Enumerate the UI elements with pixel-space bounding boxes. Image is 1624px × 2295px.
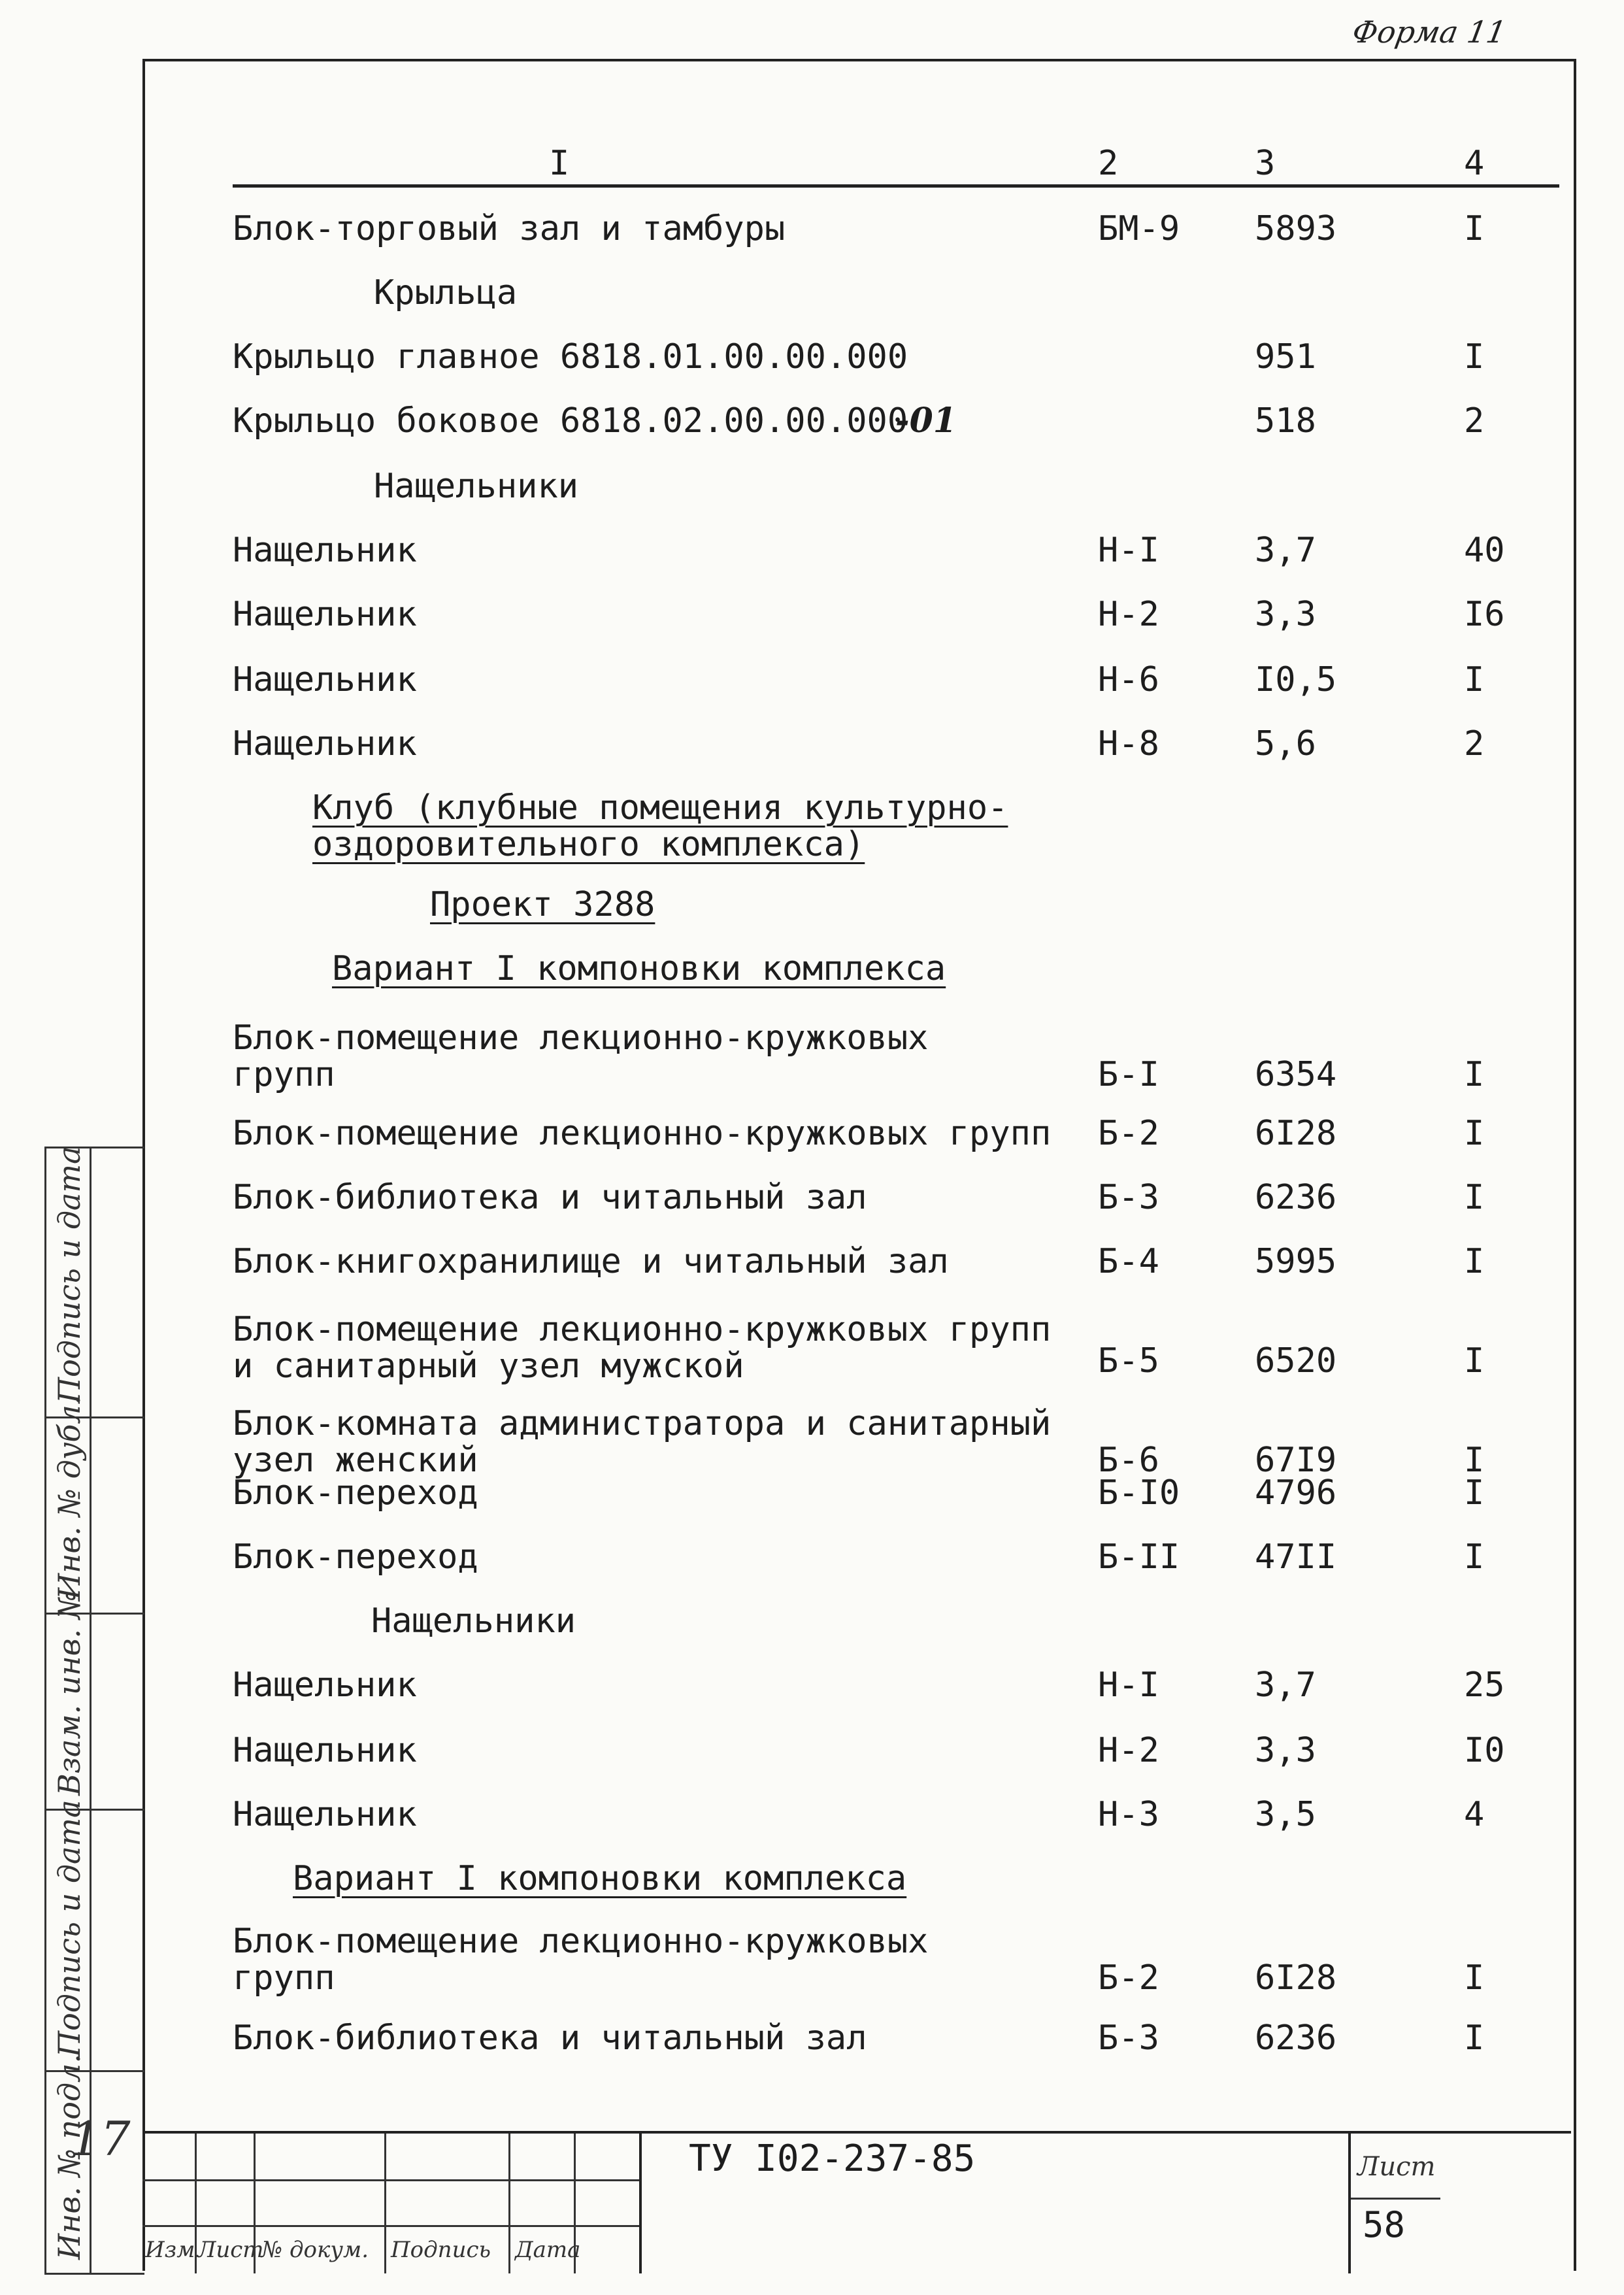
item-name: Нащельник: [233, 1795, 417, 1834]
item-mark: Н-6: [1098, 660, 1159, 699]
item-name: Нащельник: [233, 660, 417, 699]
side-strip-number: 17: [71, 2111, 131, 2166]
item-qty: I6: [1464, 595, 1505, 634]
column-4-header: 4: [1464, 144, 1485, 183]
item-mark: Н-I: [1098, 1666, 1159, 1705]
item-value: 67I9: [1255, 1441, 1337, 1480]
title-date-label: Дата: [515, 2237, 581, 2263]
item-value: 3,7: [1255, 531, 1316, 570]
item-value: 3,7: [1255, 1666, 1316, 1705]
item-mark: Б-II: [1098, 1537, 1180, 1577]
item-mark: Б-3: [1098, 2019, 1159, 2058]
item-value: 4796: [1255, 1473, 1337, 1513]
title-docno-label: № докум.: [261, 2237, 369, 2263]
title-block-separator: [639, 2134, 642, 2273]
item-qty: I: [1464, 1055, 1485, 1094]
item-value: 3,3: [1255, 595, 1316, 634]
item-mark: Н-8: [1098, 724, 1159, 763]
item-value: 951: [1255, 337, 1316, 377]
item-name: Нащельник: [233, 531, 417, 570]
variant-heading: Вариант I компоновки комплекса: [293, 1859, 907, 1898]
item-value: 6354: [1255, 1055, 1337, 1094]
column-1-header: I: [549, 144, 570, 183]
header-rule: [233, 184, 1559, 188]
section-heading: Крыльца: [374, 273, 518, 312]
item-qty: I: [1464, 337, 1485, 377]
item-mark: Б-I0: [1098, 1473, 1180, 1513]
item-name: Блок-переход: [233, 1537, 478, 1577]
item-name: Нащельник: [233, 595, 417, 634]
project-heading: Проект 3288: [430, 885, 655, 924]
item-value: 6236: [1255, 1178, 1337, 1217]
item-mark: Н-I: [1098, 531, 1159, 570]
side-orig-sub: Инв. № подл.: [52, 2054, 87, 2260]
side-stamp-strip: [44, 1147, 144, 2275]
item-value: 6236: [1255, 2019, 1337, 2058]
item-value: 5,6: [1255, 724, 1316, 763]
variant-heading: Вариант I компоновки комплекса: [332, 949, 946, 988]
title-block: [142, 2131, 1571, 2273]
item-mark: Б-5: [1098, 1341, 1159, 1381]
item-name: Нащельник: [233, 1731, 417, 1770]
item-value: 3,5: [1255, 1795, 1316, 1834]
item-value: I0,5: [1255, 660, 1337, 699]
item-value: 6I28: [1255, 1958, 1337, 1998]
side-strip-divider: [90, 1148, 91, 2273]
item-qty: I: [1464, 1242, 1485, 1281]
item-qty: I: [1464, 1537, 1485, 1577]
side-orig-no: Инв. № дубл.: [52, 1395, 87, 1600]
item-name: Блок-библиотека и читальный зал: [233, 1178, 867, 1217]
item-qty: I: [1464, 1178, 1485, 1217]
item-name: Блок-библиотека и читальный зал: [233, 2019, 867, 2058]
item-mark: БМ-9: [1098, 209, 1180, 248]
sheet-box-rule: [1351, 2198, 1440, 2200]
sheet-number: 58: [1363, 2204, 1406, 2245]
title-grid-rule: [142, 2225, 639, 2227]
club-title: Клуб (клубные помещения культурно- оздоровительного комплекса): [312, 788, 1008, 864]
item-mark: Б-I: [1098, 1055, 1159, 1094]
title-grid-col: [195, 2134, 197, 2273]
item-value: 5893: [1255, 209, 1337, 248]
sheet-label: Лист: [1357, 2152, 1436, 2182]
item-qty: 40: [1464, 531, 1505, 570]
column-3-header: 3: [1255, 144, 1276, 183]
item-name: Нащельник: [233, 1666, 417, 1705]
item-name: Блок-помещение лекционно-кружковых групп и санитарный узел мужской: [233, 1310, 1052, 1386]
title-grid-col: [508, 2134, 510, 2273]
item-value: 3,3: [1255, 1731, 1316, 1770]
section-heading: Нащельники: [374, 467, 579, 506]
item-mark: Н-2: [1098, 1731, 1159, 1770]
title-sign-label: Подпись: [391, 2237, 491, 2263]
side-replace-no: Взам. инв. №: [52, 1590, 87, 1796]
column-2-header: 2: [1098, 144, 1119, 183]
item-name: Крыльцо главное 6818.01.00.00.000: [233, 337, 908, 377]
item-qty: I: [1464, 660, 1485, 699]
item-qty: I: [1464, 1341, 1485, 1381]
item-name: Блок-помещение лекционно-кружковых групп: [233, 1018, 929, 1094]
item-qty: I0: [1464, 1731, 1505, 1770]
item-qty: I: [1464, 2019, 1485, 2058]
form-label: Форма 11: [1350, 14, 1509, 50]
item-qty: I: [1464, 1958, 1485, 1998]
title-grid-col: [384, 2134, 386, 2273]
item-mark: Н-3: [1098, 1795, 1159, 1834]
item-mark: Б-3: [1098, 1178, 1159, 1217]
item-name: Блок-торговый зал и тамбуры: [233, 209, 786, 248]
section-heading: Нащельники: [371, 1601, 576, 1641]
item-mark: Б-4: [1098, 1242, 1159, 1281]
item-value: 6I28: [1255, 1114, 1337, 1153]
item-value: 5995: [1255, 1242, 1337, 1281]
item-name: Нащельник: [233, 724, 417, 763]
item-mark: Н-2: [1098, 595, 1159, 634]
handwritten-suffix: -01: [895, 401, 957, 441]
item-mark: Б-2: [1098, 1114, 1159, 1153]
item-name: Блок-помещение лекционно-кружковых групп: [233, 1114, 1052, 1153]
title-list-label: Лист: [197, 2237, 264, 2263]
item-qty: I: [1464, 1114, 1485, 1153]
item-qty: I: [1464, 1473, 1485, 1513]
document-code: ТУ I02-237-85: [689, 2137, 976, 2180]
item-value: 518: [1255, 401, 1316, 441]
item-name: Блок-комната администратора и санитарный узел женский: [233, 1404, 1052, 1480]
item-mark: Б-2: [1098, 1958, 1159, 1998]
item-name: Блок-книгохранилище и читальный зал: [233, 1242, 949, 1281]
item-value: 6520: [1255, 1341, 1337, 1381]
item-qty: 4: [1464, 1795, 1485, 1834]
title-grid-rule: [142, 2179, 639, 2181]
item-qty: 2: [1464, 401, 1485, 441]
item-qty: I: [1464, 1441, 1485, 1480]
side-sign-date-2: Подпись и дата: [52, 1800, 87, 2057]
item-value: 47II: [1255, 1537, 1337, 1577]
item-name: Блок-помещение лекционно-кружковых групп: [233, 1922, 929, 1998]
title-izm-label: Изм: [145, 2237, 195, 2263]
item-qty: I: [1464, 209, 1485, 248]
title-block-grid: [142, 2134, 639, 2273]
side-sign-date-1: Подпись и дата: [52, 1146, 87, 1403]
sheet-number-box: [1348, 2134, 1440, 2273]
item-name: Блок-переход: [233, 1473, 478, 1513]
item-qty: 2: [1464, 724, 1485, 763]
item-qty: 25: [1464, 1666, 1505, 1705]
item-mark: Б-6: [1098, 1441, 1159, 1480]
item-name: Крыльцо боковое 6818.02.00.00.000: [233, 401, 908, 441]
